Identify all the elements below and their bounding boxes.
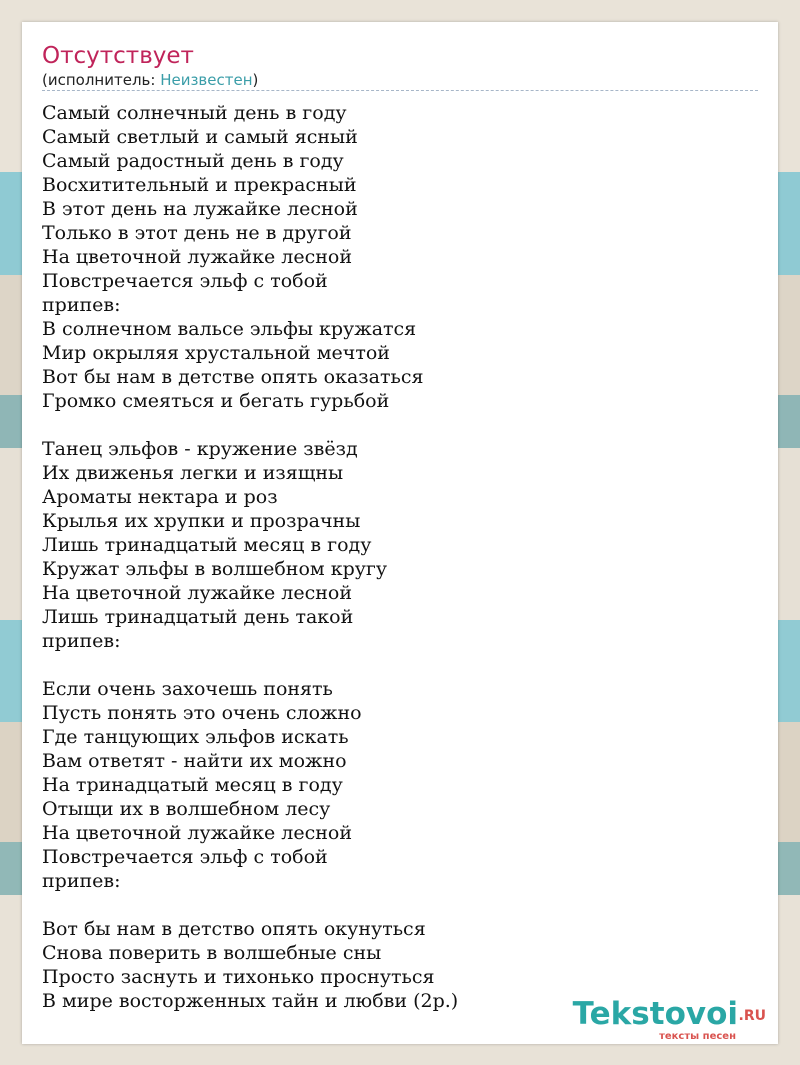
lyrics-line: Танец эльфов - кружение звёзд [42, 438, 358, 460]
logo-tagline: тексты песен [659, 1031, 736, 1042]
lyrics-line: Пусть понять это очень сложно [42, 702, 362, 724]
lyrics-line: На тринадцатый месяц в году [42, 774, 343, 796]
lyrics-line: Крылья их хрупки и прозрачны [42, 510, 361, 532]
lyrics-line: Громко смеяться и бегать гурьбой [42, 390, 390, 412]
lyrics-line: Повстречается эльф с тобой [42, 846, 328, 868]
logo-tld: .RU [738, 1008, 766, 1024]
lyrics-line: Просто заснуть и тихонько проснуться [42, 966, 435, 988]
artist-suffix: ) [252, 71, 259, 89]
song-title: Отсутствует [42, 43, 194, 69]
lyrics-line: В мире восторженных тайн и любви (2р.) [42, 990, 459, 1012]
lyrics-line: Повстречается эльф с тобой [42, 270, 328, 292]
lyrics-line: Их движенья легки и изящны [42, 462, 344, 484]
lyrics-line: Кружат эльфы в волшебном кругу [42, 558, 388, 580]
lyrics-line: Только в этот день не в другой [42, 222, 352, 244]
lyrics-line: Снова поверить в волшебные сны [42, 942, 382, 964]
lyrics-line: Вот бы нам в детстве опять оказаться [42, 366, 424, 388]
title-divider [42, 90, 758, 91]
lyrics-line: Вот бы нам в детство опять окунуться [42, 918, 426, 940]
lyrics-line: Где танцующих эльфов искать [42, 726, 349, 748]
lyrics-line: На цветочной лужайке лесной [42, 246, 353, 268]
lyrics-blank-line [42, 653, 458, 677]
logo-wordmark: Tekstovoi [572, 996, 738, 1032]
lyrics-text [42, 101, 458, 1013]
lyrics-line: Отыщи их в волшебном лесу [42, 798, 331, 820]
lyrics-line: Если очень захочешь понять [42, 678, 333, 700]
lyrics-line: Восхитительный и прекрасный [42, 174, 357, 196]
lyrics-card [22, 22, 778, 1044]
site-logo[interactable] [562, 996, 772, 1044]
lyrics-blank-line [42, 413, 458, 437]
lyrics-line: Вам ответят - найти их можно [42, 750, 347, 772]
artist-link[interactable]: Неизвестен [160, 71, 253, 89]
lyrics-line: Самый радостный день в году [42, 150, 344, 172]
artist-line [42, 71, 258, 89]
lyrics-line: Самый светлый и самый ясный [42, 126, 358, 148]
lyrics-line: припев: [42, 294, 121, 316]
artist-prefix: (исполнитель: [42, 71, 161, 89]
lyrics-line: Мир окрыляя хрустальной мечтой [42, 342, 390, 364]
lyrics-blank-line [42, 893, 458, 917]
lyrics-line: Лишь тринадцатый месяц в году [42, 534, 372, 556]
lyrics-line: Самый солнечный день в году [42, 102, 347, 124]
lyrics-line: На цветочной лужайке лесной [42, 582, 353, 604]
lyrics-line: Лишь тринадцатый день такой [42, 606, 354, 628]
lyrics-line: В этот день на лужайке лесной [42, 198, 358, 220]
lyrics-line: На цветочной лужайке лесной [42, 822, 353, 844]
lyrics-line: припев: [42, 870, 121, 892]
lyrics-line: припев: [42, 630, 121, 652]
lyrics-line: Ароматы нектара и роз [42, 486, 278, 508]
lyrics-line: В солнечном вальсе эльфы кружатся [42, 318, 417, 340]
